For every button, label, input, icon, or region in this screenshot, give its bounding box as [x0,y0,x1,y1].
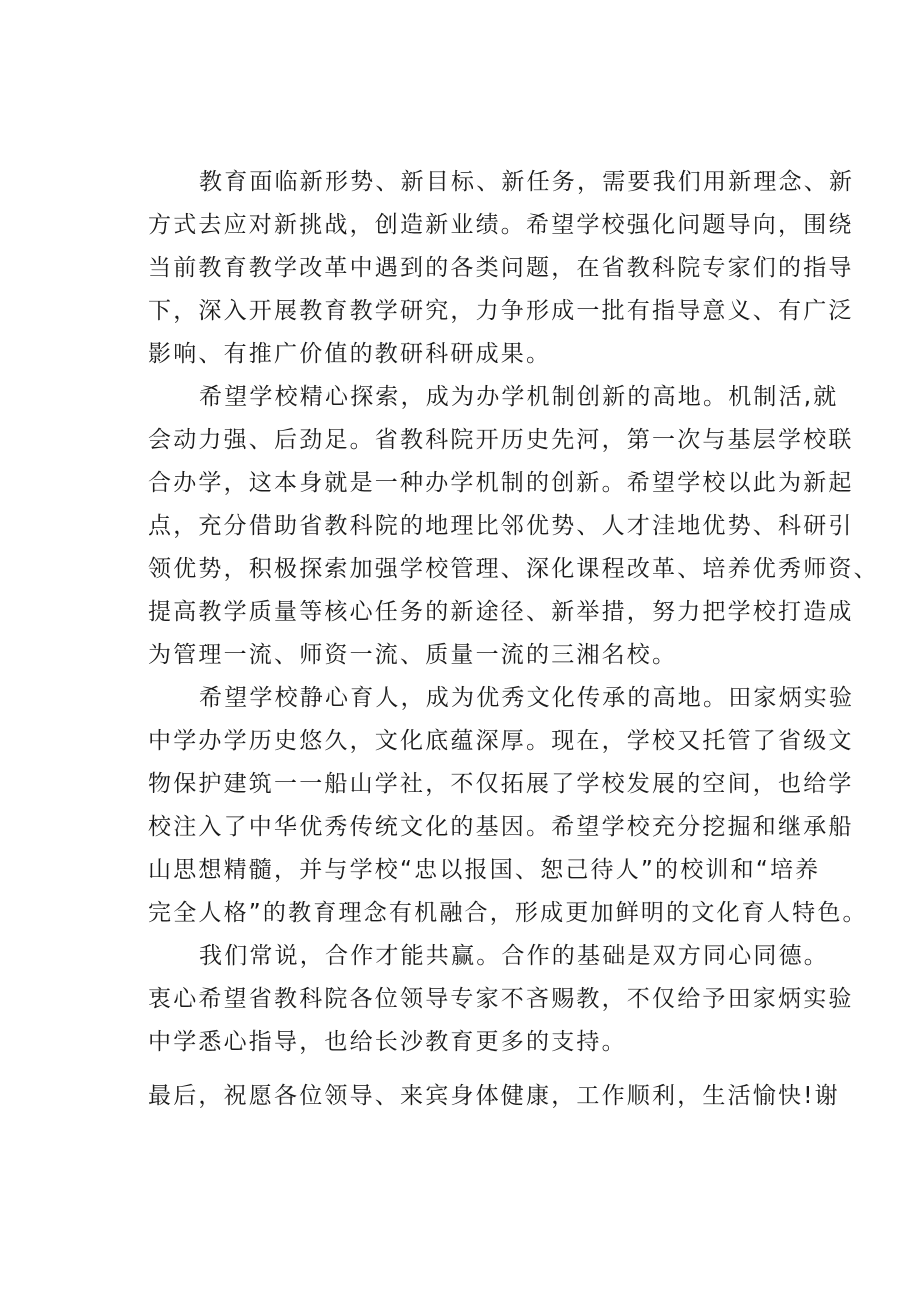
text-line: 中学办学历史悠久，文化底蕴深厚。现在，学校又托管了省级文 [148,728,854,754]
text-line: 合办学，这本身就是一种办学机制的创新。希望学校以此为新起 [148,470,854,496]
text-line: 下，深入开展教育教学研究，力争形成一批有指导意义、有广泛 [148,298,854,324]
text-line: 衷心希望省教科院各位领导专家不吝赐教，不仅给予田家炳实验 [148,986,854,1012]
text-line: 希望学校静心育人，成为优秀文化传承的高地。田家炳实验 [199,685,855,711]
text-line: 会动力强、后劲足。省教科院开历史先河，第一次与基层学校联 [148,427,854,453]
text-line: 点，充分借助省教科院的地理比邻优势、人才洼地优势、科研引 [148,513,854,539]
text-line: 中学悉心指导，也给长沙教育更多的支持。 [148,1029,627,1055]
text-line: 当前教育教学改革中遇到的各类问题，在省教科院专家们的指导 [148,255,854,281]
text-line: 提高教学质量等核心任务的新途径、新举措，努力把学校打造成 [148,599,854,625]
text-line: 校注入了中华优秀传统文化的基因。希望学校充分挖掘和继承船 [148,814,854,840]
text-line: 为管理一流、师资一流、质量一流的三湘名校。 [148,642,678,668]
text-line: 最后，祝愿各位领导、来宾身体健康，工作顺利，生活愉快!谢 [148,1083,840,1109]
text-line: 影响、有推广价值的教研科研成果。 [148,341,552,367]
text-line: 教育面临新形势、新目标、新任务，需要我们用新理念、新 [199,169,855,195]
text-line: 山思想精髓，并与学校“忠以报国、恕己待人”的校训和“培养 [148,857,821,883]
text-line: 我们常说，合作才能共赢。合作的基础是双方同心同德。 [199,943,829,969]
text-line: 物保护建筑一一船山学社，不仅拓展了学校发展的空间，也给学 [148,771,854,797]
text-line: 希望学校精心探索，成为办学机制创新的高地。机制活,就 [199,384,839,410]
text-line: 方式去应对新挑战，创造新业绩。希望学校强化问题导向，围绕 [148,212,854,238]
text-line: 完全人格”的教育理念有机融合，形成更加鲜明的文化育人特色。 [148,900,868,926]
text-line: 领优势，积极探索加强学校管理、深化课程改革、培养优秀师资、 [148,556,879,582]
